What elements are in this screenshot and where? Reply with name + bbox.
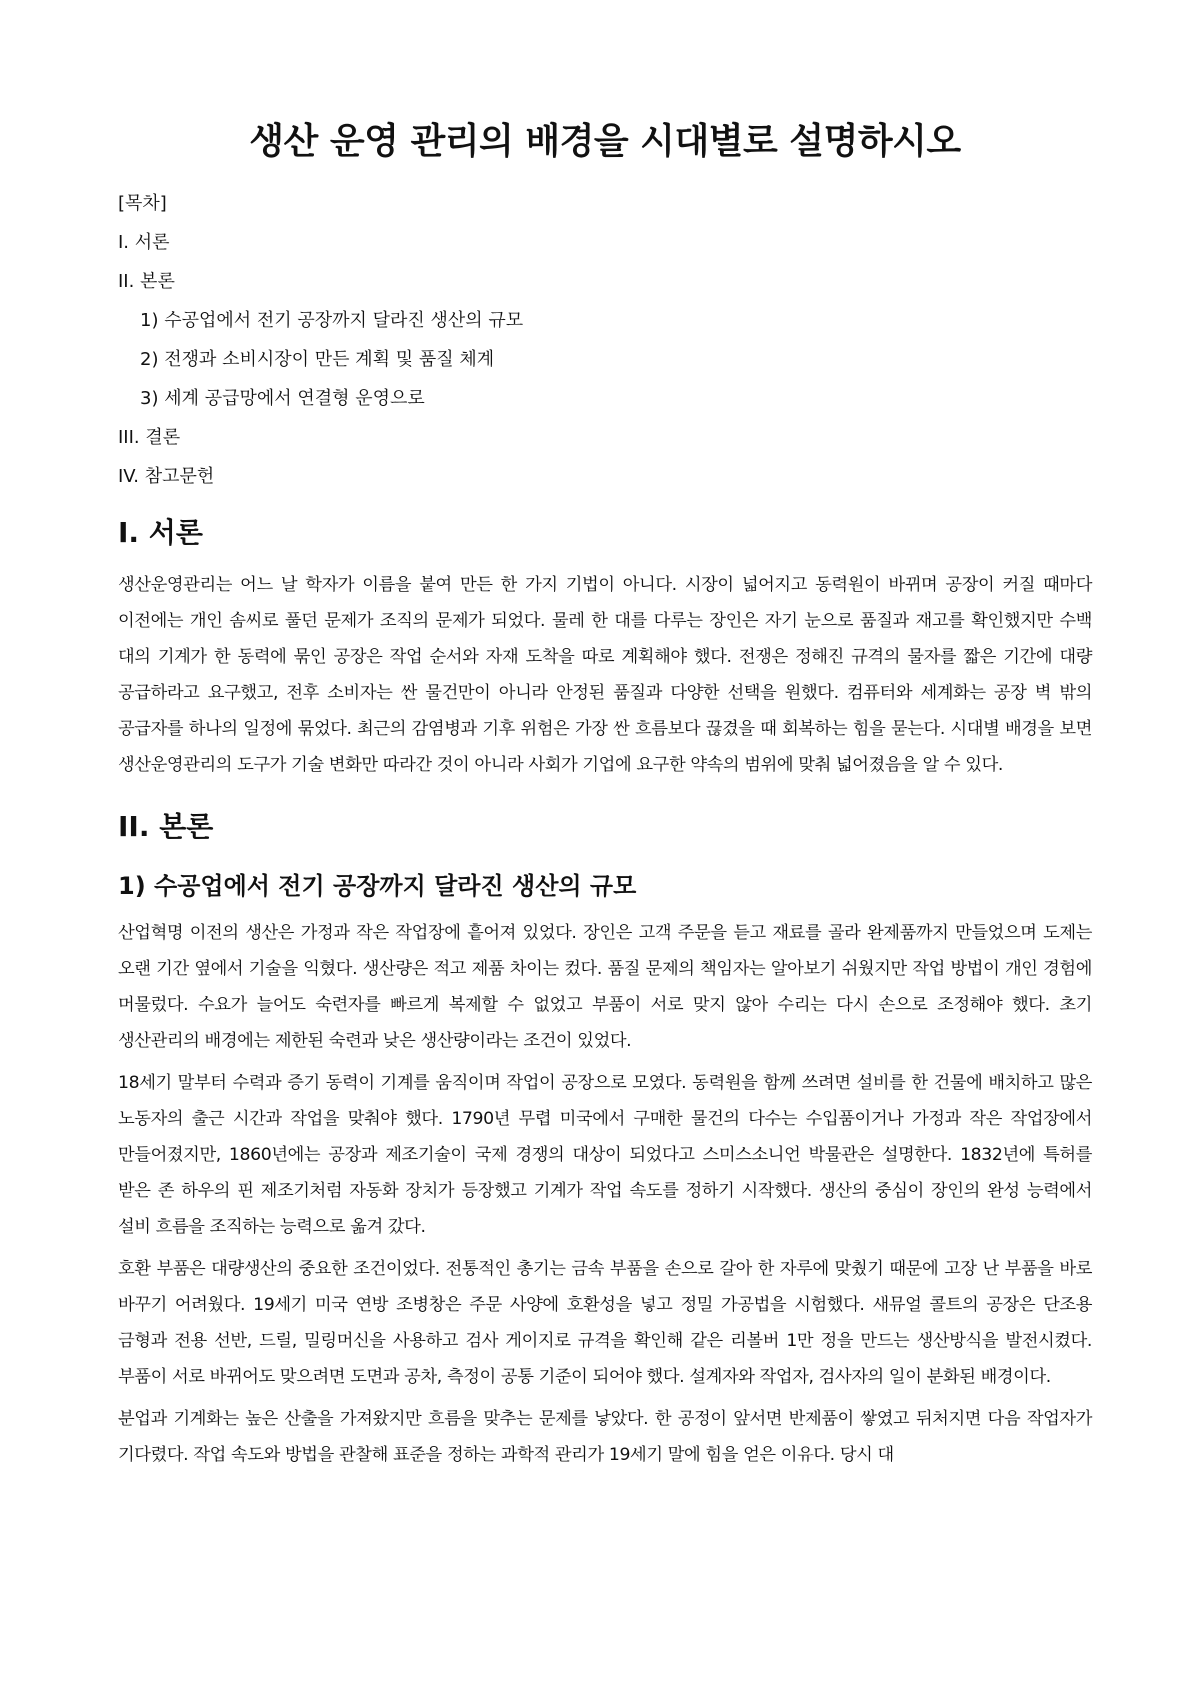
toc-item-intro: I. 서론 <box>118 232 170 253</box>
toc-item-conclusion: III. 결론 <box>118 427 181 448</box>
body-subsection-1-heading: 1) 수공업에서 전기 공장까지 달라진 생산의 규모 <box>118 872 637 900</box>
body-heading: II. 본론 <box>118 810 214 843</box>
toc-item-body-3: 3) 세계 공급망에서 연결형 운영으로 <box>140 388 425 409</box>
toc-item-references: IV. 참고문헌 <box>118 466 215 487</box>
body-paragraph: 산업혁명 이전의 생산은 가정과 작은 작업장에 흩어져 있었다. 장인은 고객 주문을 듣고 재료를 골라 완제품까지 만들었으며 도제는 오랜 기간 옆에서 기술을 익혔다. 생산량은 적고 제품 차이는 컸다. 품질 문제의 책임자는 알아보기 쉬웠지만 작업 방법이 개인 경험에 머물렀다. 수요가 늘어도 숙련자를 빠르게 복제할 수 없었고 부품이 서로 맞지 않아 수리는 다시 손으로 조정해야 했다. 초기 생산관리의 배경에는 제한된 숙련과 낮은 생산량이라는 조건이 있었다. <box>118 923 1092 1051</box>
table-of-contents <box>118 192 1092 489</box>
body-paragraph: 분업과 기계화는 높은 산출을 가져왔지만 흐름을 맞추는 문제를 낳았다. 한 공정이 앞서면 반제품이 쌓였고 뒤처지면 다음 작업자가 기다렸다. 작업 속도와 방법을 관찰해 표준을 정하는 과학적 관리가 19세기 말에 힘을 얻은 이유다. 당시 대 <box>118 1409 1092 1465</box>
toc-heading: [목차] <box>118 193 167 214</box>
body-paragraph: 18세기 말부터 수력과 증기 동력이 기계를 움직이며 작업이 공장으로 모였다. 동력원을 함께 쓰려면 설비를 한 건물에 배치하고 많은 노동자의 출근 시간과 작업을 맞춰야 했다. 1790년 무렵 미국에서 구매한 물건의 다수는 수입품이거나 가정과 작은 작업장에서 만들어졌지만, 1860년에는 공장과 제조기술이 국제 경쟁의 대상이 되었다고 스미스소니언 박물관은 설명한다. 1832년에 특허를 받은 존 하우의 핀 제조기처럼 자동화 장치가 등장했고 기계가 작업 속도를 정하기 시작했다. 생산의 중심이 장인의 완성 능력에서 설비 흐름을 조직하는 능력으로 옮겨 갔다. <box>118 1073 1092 1237</box>
toc-item-body: II. 본론 <box>118 271 175 292</box>
intro-paragraph: 생산운영관리는 어느 날 학자가 이름을 붙여 만든 한 가지 기법이 아니다. 시장이 넓어지고 동력원이 바뀌며 공장이 커질 때마다 이전에는 개인 솜씨로 풀던 문제가 조직의 문제가 되었다. 물레 한 대를 다루는 장인은 자기 눈으로 품질과 재고를 확인했지만 수백 대의 기계가 한 동력에 묶인 공장은 작업 순서와 자재 도착을 따로 계획해야 했다. 전쟁은 정해진 규격의 물자를 짧은 기간에 대량 공급하라고 요구했고, 전후 소비자는 싼 물건만이 아니라 안정된 품질과 다양한 선택을 원했다. 컴퓨터와 세계화는 공장 벽 밖의 공급자를 하나의 일정에 묶었다. 최근의 감염병과 기후 위험은 가장 싼 흐름보다 끊겼을 때 회복하는 힘을 묻는다. 시대별 배경을 보면 생산운영관리의 도구가 기술 변화만 따라간 것이 아니라 사회가 기업에 요구한 약속의 범위에 맞춰 넓어졌음을 알 수 있다. <box>118 575 1092 775</box>
toc-item-body-1: 1) 수공업에서 전기 공장까지 달라진 생산의 규모 <box>140 310 524 331</box>
document-title: 생산 운영 관리의 배경을 시대별로 설명하시오 <box>249 121 961 162</box>
intro-heading: I. 서론 <box>118 516 203 549</box>
body-paragraph: 호환 부품은 대량생산의 중요한 조건이었다. 전통적인 총기는 금속 부품을 손으로 갈아 한 자루에 맞췄기 때문에 고장 난 부품을 바로 바꾸기 어려웠다. 19세기 미국 연방 조병창은 주문 사양에 호환성을 넣고 정밀 가공법을 시험했다. 새뮤얼 콜트의 공장은 단조용 금형과 전용 선반, 드릴, 밀링머신을 사용하고 검사 게이지로 규격을 확인해 같은 리볼버 1만 정을 만드는 생산방식을 발전시켰다. 부품이 서로 바뀌어도 맞으려면 도면과 공차, 측정이 공통 기준이 되어야 했다. 설계자와 작업자, 검사자의 일이 분화된 배경이다. <box>118 1259 1092 1387</box>
toc-item-body-2: 2) 전쟁과 소비시장이 만든 계획 및 품질 체계 <box>140 349 495 370</box>
